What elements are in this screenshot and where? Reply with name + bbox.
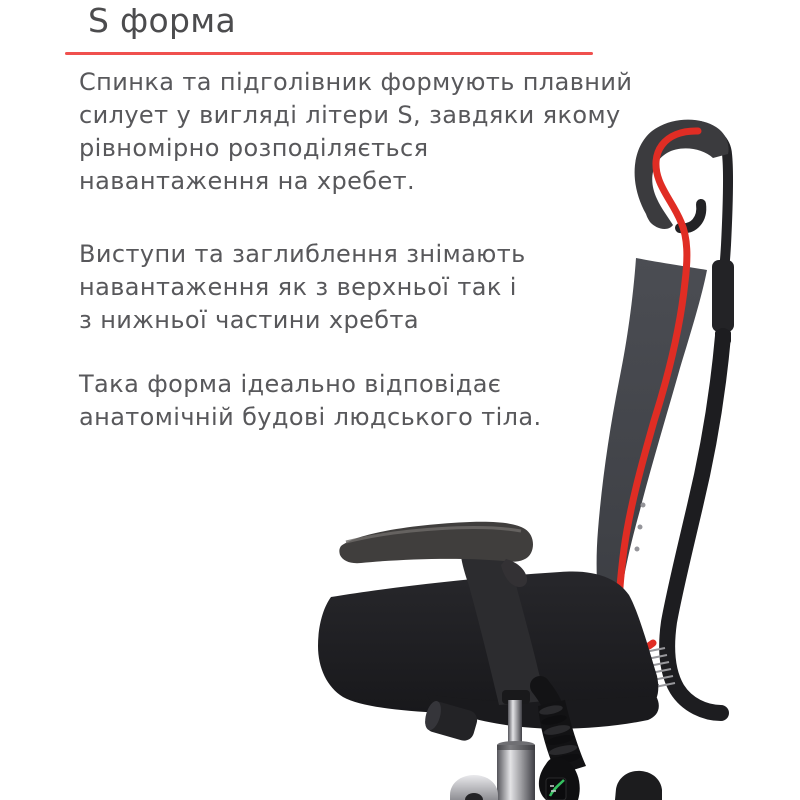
- text-line: Така форма ідеально відповідає: [79, 370, 502, 398]
- text-line: навантаження на хребет.: [79, 167, 416, 195]
- text-line: силует у вигляді літери S, завдяки якому: [79, 101, 621, 129]
- text-line: анатомічній будові людського тіла.: [79, 403, 542, 431]
- text-line: навантаження як з верхньої так і: [79, 273, 517, 301]
- text-line: Спинка та підголівник формують плавний: [79, 68, 633, 96]
- office-chair-illustration: [318, 120, 734, 800]
- gas-lift-collar: [497, 745, 535, 750]
- text-line: з нижньої частини хребта: [79, 306, 419, 334]
- gas-lift-rod: [508, 700, 522, 746]
- section-title: S форма: [88, 1, 237, 40]
- text-line: рівномірно розподіляється: [79, 134, 429, 162]
- mesh-rivet: [641, 503, 646, 508]
- text-line: Виступи та заглиблення знімають: [79, 240, 526, 268]
- headrest-clamp: [712, 260, 734, 332]
- backrest-frame: [667, 336, 723, 713]
- paddle-label: [546, 778, 566, 800]
- caster-wheel-black: [615, 771, 662, 800]
- gas-lift-cylinder: [497, 745, 535, 800]
- mesh-rivet: [638, 525, 643, 530]
- mesh-rivet: [635, 547, 640, 552]
